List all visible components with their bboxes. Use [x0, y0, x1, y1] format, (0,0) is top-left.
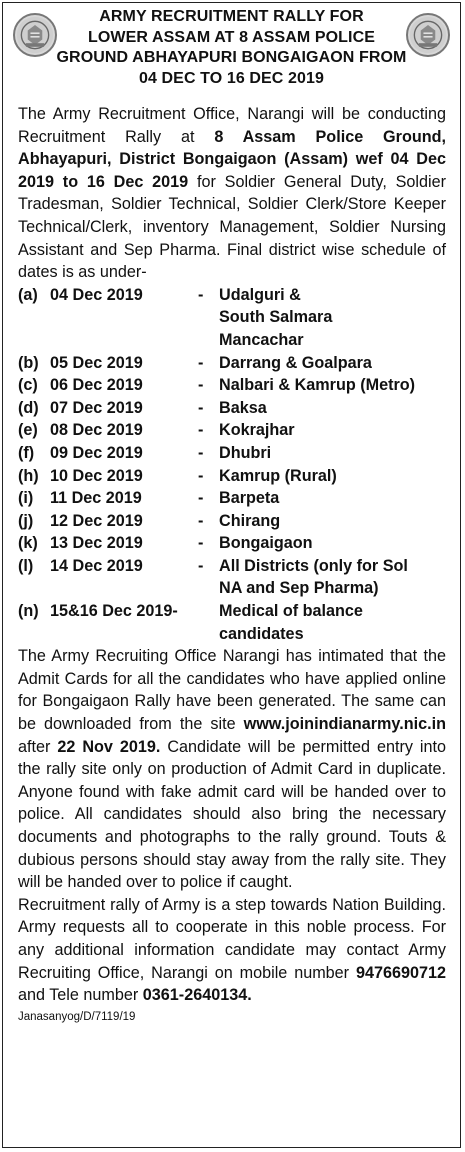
closing-text: and Tele number: [18, 986, 143, 1005]
district-line: Nalbari & Kamrup (Metro): [219, 376, 416, 395]
closing-paragraph: [18, 894, 446, 1007]
district-line: Mancachar: [219, 330, 304, 349]
row-dash: -: [172, 602, 178, 621]
district-line: Bongaigaon: [219, 534, 313, 553]
district-line: candidates: [219, 624, 304, 643]
row-date: 09 Dec 2019: [50, 443, 143, 462]
notice-body: [18, 103, 446, 1025]
reference-code: Janasanyog/D/7119/19: [18, 1010, 136, 1023]
row-letter: (k): [18, 534, 38, 553]
closing-text: Recruitment rally of Army is a step towards Nation Building. Army requests all to cooperate in this noble process. For any additional information candidate may contact Army Recruiting Office, Narangi on mobile number: [18, 895, 446, 982]
row-dash: -: [198, 443, 204, 462]
schedule-row: [18, 487, 446, 510]
row-date: 11 Dec 2019: [50, 489, 142, 508]
rally-venue-dates: 8 Assam Police Ground, Abhayapuri, District Bongaigaon (Assam) wef 04 Dec 2019 to 16 Dec 2019: [18, 127, 446, 191]
row-date: 07 Dec 2019: [50, 398, 143, 417]
schedule-row: [18, 600, 446, 645]
row-districts: [219, 465, 446, 488]
website-link[interactable]: www.joinindianarmy.nic.in: [243, 715, 446, 734]
row-dash: -: [198, 398, 204, 417]
row-dash: -: [198, 376, 204, 395]
row-districts: [219, 532, 446, 555]
row-letter: (l): [18, 556, 34, 575]
title-line: GROUND ABHAYAPURI BONGAIGAON FROM: [56, 49, 407, 66]
district-line: Medical of balance: [219, 602, 363, 621]
row-letter: (c): [18, 376, 38, 395]
row-dash: -: [198, 353, 204, 372]
row-letter: (e): [18, 421, 38, 440]
row-date: [50, 600, 219, 623]
row-dash: -: [198, 489, 204, 508]
admit-text: The Army Recruiting Office Narangi has intimated that the Admit Cards for all the candidates who have applied online for Bongaigaon Rally have been generated. The same can be downloaded from the site: [18, 647, 446, 734]
district-line: Udalguri &: [219, 285, 301, 304]
row-dash: -: [198, 511, 204, 530]
page-title: [3, 7, 460, 89]
row-districts: [219, 600, 446, 645]
admit-text: after: [18, 737, 58, 756]
district-line: Dhubri: [219, 443, 272, 462]
row-districts: [219, 555, 446, 600]
row-dash: -: [198, 534, 204, 553]
army-emblem-icon: [406, 13, 450, 57]
schedule-row: [18, 510, 446, 533]
schedule-row: [18, 374, 446, 397]
district-line: Kamrup (Rural): [219, 466, 337, 485]
row-dash: -: [198, 556, 204, 575]
row-districts: [219, 419, 446, 442]
district-line: All Districts (only for Sol: [219, 556, 408, 575]
title-line: 04 DEC TO 16 DEC 2019: [138, 69, 324, 87]
district-line: NA and Sep Pharma): [219, 579, 379, 598]
intro-text: The Army Recruitment Office, Narangi will be conducting Recruitment Rally at: [18, 105, 446, 146]
row-dash: -: [198, 285, 204, 304]
row-letter: (h): [18, 466, 39, 485]
row-districts: [219, 397, 446, 420]
admit-text: Candidate will be permitted entry into the rally site only on production of Admit Card in duplicate. Anyone found with fake admit card will be handed over to police. All candidates should also bring the necessary documents and photographs to the rally ground. Touts & dubious persons should stay away from the rally site. They will be handed over to police if caught.: [18, 737, 447, 892]
row-districts: [219, 374, 446, 397]
row-letter: (j): [18, 511, 34, 530]
row-date: 04 Dec 2019: [50, 285, 143, 304]
row-date: 08 Dec 2019: [50, 421, 143, 440]
district-line: Barpeta: [219, 489, 280, 508]
schedule-row: [18, 352, 446, 375]
row-date: 14 Dec 2019: [50, 556, 143, 575]
row-date: 10 Dec 2019: [50, 466, 143, 485]
row-date: 05 Dec 2019: [50, 353, 143, 372]
row-date: 06 Dec 2019: [50, 376, 143, 395]
district-line: South Salmara: [219, 308, 333, 327]
schedule-row: [18, 555, 446, 600]
district-line: Darrang & Goalpara: [219, 353, 372, 372]
row-districts: [219, 510, 446, 533]
admit-card-paragraph: [18, 645, 446, 894]
schedule-row: [18, 442, 446, 465]
schedule-row: [18, 397, 446, 420]
district-line: Kokrajhar: [219, 421, 295, 440]
schedule-row: [18, 532, 446, 555]
schedule-list: [18, 284, 446, 646]
row-date-text: 15&16 Dec 2019: [50, 602, 173, 621]
row-dash: -: [198, 421, 204, 440]
row-letter: (a): [18, 285, 38, 304]
mobile-number: 9476690712: [355, 963, 446, 982]
row-letter: (f): [18, 443, 35, 462]
row-letter: (b): [18, 353, 39, 372]
row-districts: [219, 442, 446, 465]
row-districts: [219, 284, 446, 352]
row-letter: (n): [18, 602, 39, 621]
row-districts: [219, 352, 446, 375]
row-letter: (i): [18, 489, 34, 508]
header: [3, 3, 460, 99]
row-districts: [219, 487, 446, 510]
district-line: Chirang: [219, 511, 281, 530]
tele-number: 0361-2640134.: [142, 986, 252, 1005]
intro-paragraph: [18, 103, 446, 284]
row-dash: -: [198, 466, 204, 485]
title-line: LOWER ASSAM AT 8 ASSAM POLICE: [87, 28, 376, 46]
download-date: 22 Nov 2019.: [57, 737, 161, 756]
title-line: ARMY RECRUITMENT RALLY FOR: [99, 8, 364, 25]
district-line: Baksa: [219, 398, 267, 417]
intro-text: for Soldier General Duty, Soldier Tradesman, Soldier Technical, Soldier Clerk/Store Keeper Technical/Clerk, inventory Management, Soldier Nursing Assistant and Sep Pharma. Final district wise schedule of dates is as under-: [18, 172, 446, 282]
schedule-row: [18, 419, 446, 442]
advertisement-frame: [2, 2, 461, 1148]
row-date: 13 Dec 2019: [50, 534, 143, 553]
row-date: 12 Dec 2019: [50, 511, 143, 530]
schedule-row: [18, 284, 446, 352]
schedule-row: [18, 465, 446, 488]
row-letter: (d): [18, 398, 39, 417]
